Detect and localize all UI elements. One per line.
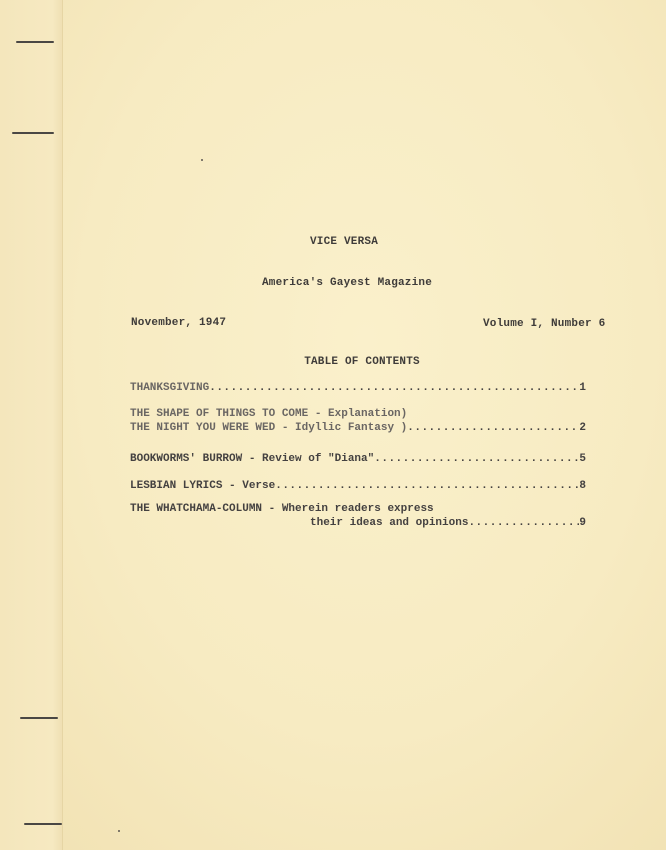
staple-mark-1 [16, 41, 54, 43]
toc-entry-lesbian-lyrics [130, 479, 586, 493]
toc-entry-bookworms [130, 452, 586, 466]
toc-entry-page: 9 [579, 517, 586, 529]
toc-leader-dots [209, 381, 579, 395]
toc-entry-shape-night [130, 407, 586, 435]
toc-leader-dots [407, 421, 579, 435]
magazine-title: VICE VERSA [309, 236, 379, 248]
toc-entry-title-line2: their ideas and opinions [310, 517, 469, 529]
toc-heading: TABLE OF CONTENTS [304, 356, 420, 368]
toc-leader-dots [468, 516, 579, 530]
toc-entry-title-line2: THE NIGHT YOU WERE WED - Idyllic Fantasy ) [130, 422, 408, 434]
toc-entry-page: 8 [579, 480, 586, 492]
toc-entry-whatchama-column [130, 502, 586, 530]
toc-entry-page: 1 [579, 382, 586, 394]
toc-entry-title: BOOKWORMS' BURROW - Review of "Diana" [130, 453, 375, 465]
toc-entry-page: 5 [579, 453, 586, 465]
toc-leader-dots [374, 452, 579, 466]
toc-entry-page: 2 [579, 422, 586, 434]
staple-mark-4 [24, 823, 62, 825]
toc-entry-thanksgiving [130, 381, 586, 395]
toc-entry-title-line1: THE WHATCHAMA-COLUMN - Wherein readers express [130, 503, 434, 515]
binding-margin [0, 0, 63, 850]
toc-entry-title: LESBIAN LYRICS - Verse [130, 480, 276, 492]
toc-leader-dots [275, 479, 579, 493]
staple-mark-3 [20, 717, 58, 719]
paper-speck [201, 159, 203, 161]
toc-entry-title: THANKSGIVING [130, 382, 210, 394]
issue-date: November, 1947 [131, 317, 227, 329]
volume-number: Volume I, Number 6 [483, 318, 606, 330]
magazine-tagline: America's Gayest Magazine [261, 277, 433, 289]
toc-entry-title-line1: THE SHAPE OF THINGS TO COME - Explanation) [130, 408, 408, 420]
staple-mark-2 [12, 132, 54, 134]
paper-speck [118, 830, 120, 832]
